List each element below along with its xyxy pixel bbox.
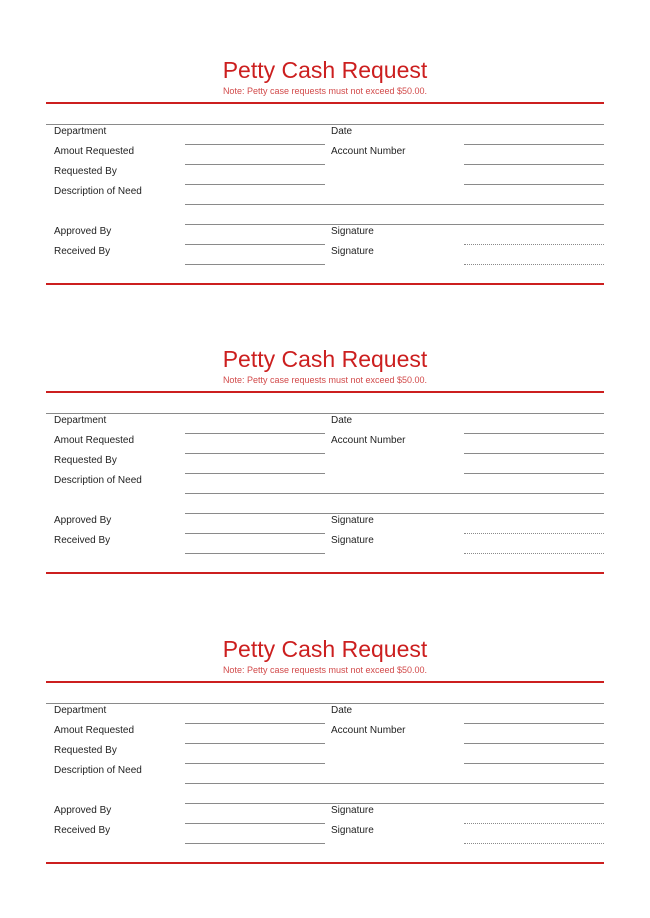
department-field[interactable]: [185, 144, 325, 145]
header-divider: [46, 102, 604, 104]
table-top-line: [46, 124, 604, 125]
account-number-field-extra[interactable]: [464, 473, 604, 474]
received-signature-label: Signature: [331, 825, 374, 836]
petty-cash-form: [46, 57, 604, 257]
description-field-line-1[interactable]: [185, 783, 604, 784]
account-number-field[interactable]: [464, 453, 604, 454]
footer-divider: [46, 572, 604, 574]
received-signature-field[interactable]: [464, 553, 604, 554]
received-by-field[interactable]: [185, 264, 325, 265]
received-signature-field[interactable]: [464, 843, 604, 844]
description-of-need-label: Description of Need: [54, 186, 142, 197]
form-note: Note: Petty case requests must not exceed $50.00.: [222, 665, 428, 675]
requested-by-field[interactable]: [185, 763, 325, 764]
amount-requested-field[interactable]: [185, 743, 325, 744]
received-by-field[interactable]: [185, 553, 325, 554]
account-number-field-extra[interactable]: [464, 184, 604, 185]
form-title: Petty Cash Request: [222, 346, 428, 372]
approved-by-field[interactable]: [185, 244, 325, 245]
received-signature-label: Signature: [331, 535, 374, 546]
form-note: Note: Petty case requests must not exceed $50.00.: [222, 86, 428, 96]
description-of-need-label: Description of Need: [54, 475, 142, 486]
approved-by-field[interactable]: [185, 533, 325, 534]
date-label: Date: [331, 126, 353, 137]
form-title: Petty Cash Request: [222, 57, 428, 83]
approved-signature-field[interactable]: [464, 823, 604, 824]
amount-requested-label: Amout Requested: [54, 725, 135, 736]
footer-divider: [46, 283, 604, 285]
amount-requested-label: Amout Requested: [54, 435, 135, 446]
approved-signature-field[interactable]: [464, 244, 604, 245]
form-note: Note: Petty case requests must not exceed $50.00.: [222, 375, 428, 385]
account-number-label: Account Number: [331, 435, 406, 446]
approved-signature-field[interactable]: [464, 533, 604, 534]
requested-by-field[interactable]: [185, 184, 325, 185]
table-top-line: [46, 703, 604, 704]
date-label: Date: [331, 705, 353, 716]
approved-by-label: Approved By: [54, 515, 112, 526]
date-label: Date: [331, 415, 353, 426]
amount-requested-field[interactable]: [185, 453, 325, 454]
form-title: Petty Cash Request: [222, 636, 428, 662]
requested-by-label: Requested By: [54, 455, 117, 466]
description-of-need-label: Description of Need: [54, 765, 142, 776]
amount-requested-label: Amout Requested: [54, 146, 135, 157]
requested-by-label: Requested By: [54, 166, 117, 177]
amount-requested-field[interactable]: [185, 164, 325, 165]
department-label: Department: [54, 415, 107, 426]
table-top-line: [46, 413, 604, 414]
approved-by-label: Approved By: [54, 805, 112, 816]
account-number-field[interactable]: [464, 164, 604, 165]
description-field-line-1[interactable]: [185, 493, 604, 494]
description-field-line-2[interactable]: [185, 513, 604, 514]
approved-signature-label: Signature: [331, 226, 374, 237]
date-field[interactable]: [464, 144, 604, 145]
received-signature-label: Signature: [331, 246, 374, 257]
department-label: Department: [54, 705, 107, 716]
petty-cash-form: [46, 636, 604, 836]
received-by-field[interactable]: [185, 843, 325, 844]
description-field-line-1[interactable]: [185, 204, 604, 205]
received-by-label: Received By: [54, 535, 111, 546]
received-signature-field[interactable]: [464, 264, 604, 265]
approved-by-label: Approved By: [54, 226, 112, 237]
header-divider: [46, 681, 604, 683]
received-by-label: Received By: [54, 246, 111, 257]
approved-signature-label: Signature: [331, 805, 374, 816]
requested-by-label: Requested By: [54, 745, 117, 756]
footer-divider: [46, 862, 604, 864]
department-label: Department: [54, 126, 107, 137]
approved-signature-label: Signature: [331, 515, 374, 526]
requested-by-field[interactable]: [185, 473, 325, 474]
petty-cash-form: [46, 346, 604, 546]
account-number-field[interactable]: [464, 743, 604, 744]
account-number-label: Account Number: [331, 725, 406, 736]
date-field[interactable]: [464, 723, 604, 724]
date-field[interactable]: [464, 433, 604, 434]
account-number-label: Account Number: [331, 146, 406, 157]
description-field-line-2[interactable]: [185, 224, 604, 225]
header-divider: [46, 391, 604, 393]
department-field[interactable]: [185, 723, 325, 724]
received-by-label: Received By: [54, 825, 111, 836]
approved-by-field[interactable]: [185, 823, 325, 824]
department-field[interactable]: [185, 433, 325, 434]
description-field-line-2[interactable]: [185, 803, 604, 804]
account-number-field-extra[interactable]: [464, 763, 604, 764]
